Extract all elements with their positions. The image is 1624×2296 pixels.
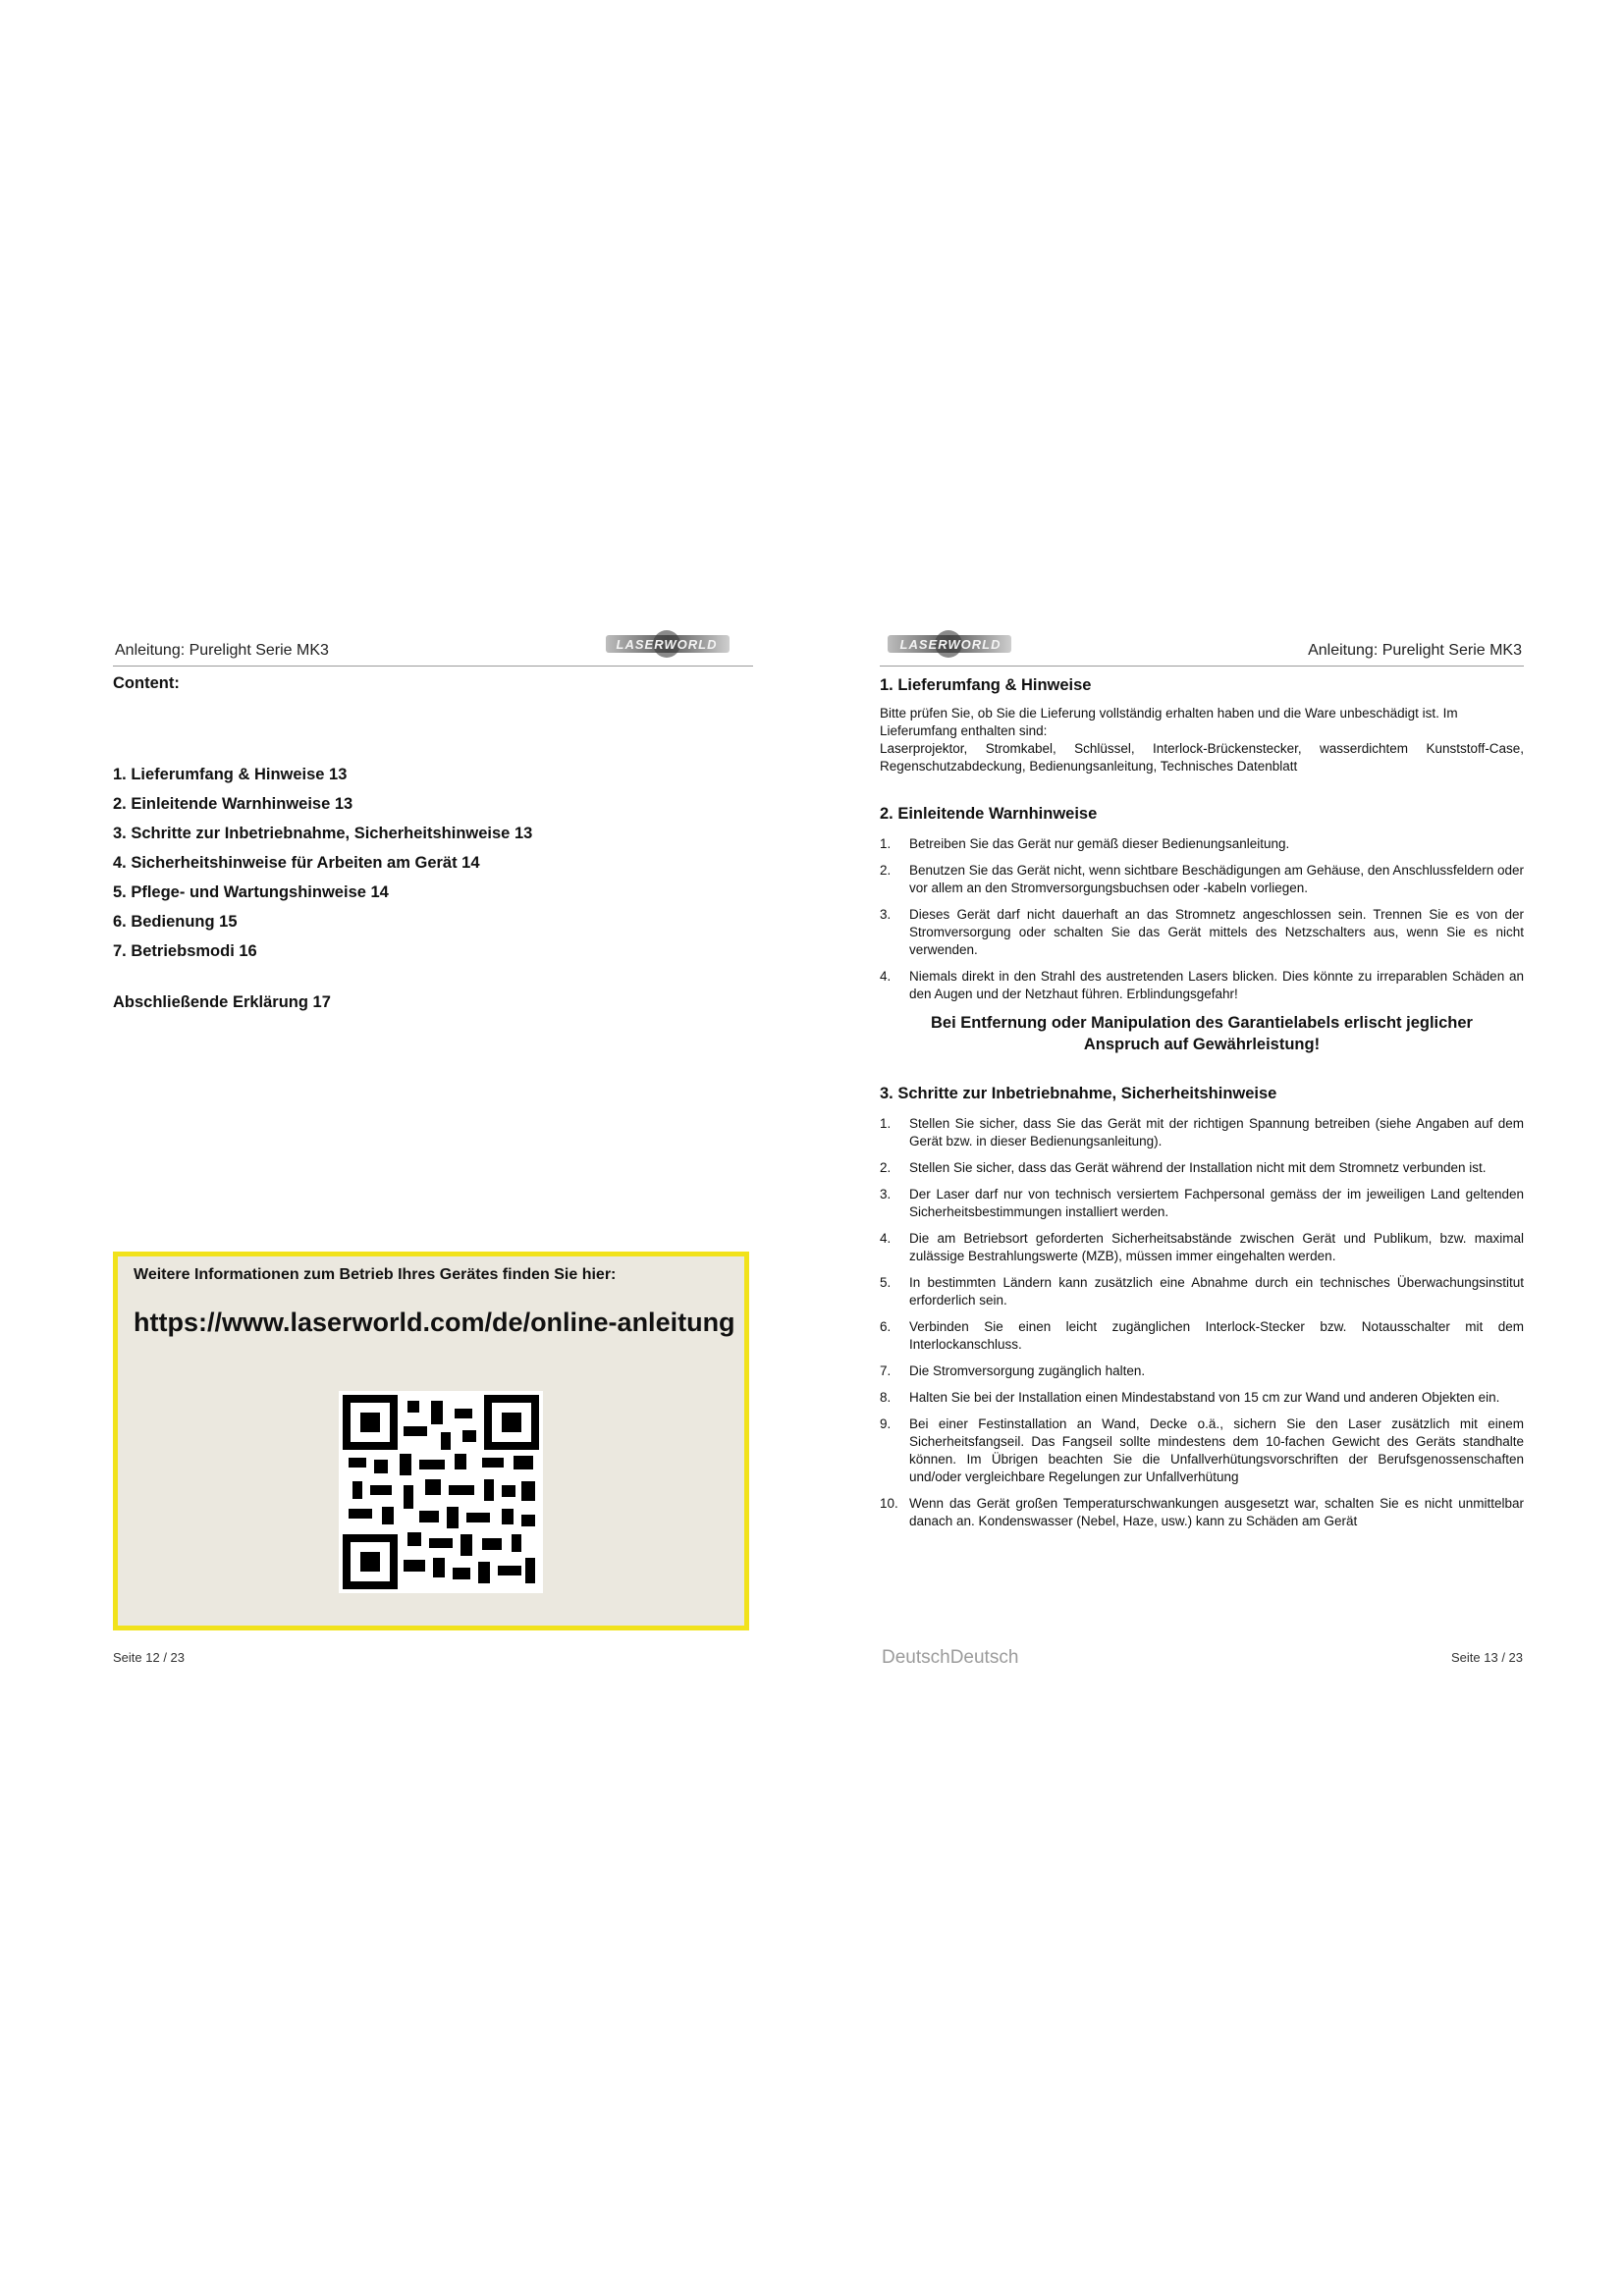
left-page <box>113 628 753 1012</box>
qr-code-icon[interactable] <box>339 1391 543 1593</box>
online-manual-box <box>113 1252 749 1630</box>
list-item: 4. Niemals direkt in den Strahl des austretenden Lasers blicken. Dies könnte zu irreparablen Schäden an den Augen und der Netzhaut führen. Erblindungsgefahr! <box>880 969 1524 1001</box>
page-number-left: Seite 12 / 23 <box>113 1650 185 1665</box>
list-item: 7. Die Stromversorgung zugänglich halten. <box>880 1363 1146 1378</box>
list-item: 2. Stellen Sie sicher, dass das Gerät während der Installation nicht mit dem Stromnetz verbunden ist. <box>880 1160 1487 1175</box>
laserworld-logo <box>598 625 735 663</box>
list-item: 10. Wenn das Gerät großen Temperaturschwankungen ausgesetzt war, schalten Sie es nicht unmittelbar danach an. Kondenswasser (Nebel, Haze, usw.) kann zu Schäden am Gerät <box>880 1496 1524 1528</box>
table-of-contents <box>113 760 753 966</box>
toc-item[interactable]: 5. Pflege- und Wartungshinweise 14 <box>113 883 389 901</box>
logo-text: LASERWORLD <box>899 637 1001 652</box>
paragraph: Bitte prüfen Sie, ob Sie die Lieferung vollständig erhalten haben und die Ware unbeschädigt ist. Im Lieferumfang enthalten sind: <box>880 706 1458 738</box>
toc-item[interactable]: 6. Bedienung 15 <box>113 913 238 931</box>
logo-text: LASERWORLD <box>616 637 718 652</box>
list-item: 2. Benutzen Sie das Gerät nicht, wenn sichtbare Beschädigungen am Gehäuse, den Anschlussfeldern oder vor allem an den Stromversorgungsbuchsen oder -kabeln vorliegen. <box>880 863 1524 895</box>
list-item: 8. Halten Sie bei der Installation einen Mindestabstand von 15 cm zur Wand und anderen Objekten ein. <box>880 1390 1500 1405</box>
setup-list <box>880 1115 1524 1530</box>
toc-label: Content: <box>113 674 180 692</box>
page-number-right: Seite 13 / 23 <box>1451 1650 1523 1665</box>
paragraph: Laserprojektor, Stromkabel, Schlüssel, Interlock-Brückenstecker, wasserdichtem Kunststoff-Case, Regenschutzabdeckung, Bedienungsanleitung, Technisches Datenblatt <box>880 741 1524 774</box>
toc-item[interactable]: 3. Schritte zur Inbetriebnahme, Sicherheitshinweise 13 <box>113 825 533 842</box>
page-header <box>113 628 753 667</box>
laserworld-logo <box>882 625 1019 663</box>
list-item: 4. Die am Betriebsort geforderten Sicherheitsabstände zwischen Gerät und Publikum, bzw. maximal zulässige Bestrahlungswerte (MZB), müssen immer eingehalten werden. <box>880 1231 1524 1263</box>
page-header <box>880 628 1524 667</box>
header-title: Anleitung: Purelight Serie MK3 <box>115 642 329 659</box>
list-item: 6. Verbinden Sie einen leicht zugänglichen Interlock-Stecker bzw. Notausschalter mit dem Interlockanschluss. <box>880 1319 1524 1352</box>
footer-language: DeutschDeutsch <box>882 1647 1019 1668</box>
section-title: 3. Schritte zur Inbetriebnahme, Sicherheitshinweise <box>880 1085 1277 1102</box>
list-item: 1. Stellen Sie sicher, dass Sie das Gerät mit der richtigen Spannung betreiben (siehe Angaben auf dem Gerät bzw. in dieser Bedienungsanleitung). <box>880 1116 1524 1148</box>
toc-item-final[interactable]: Abschließende Erklärung 17 <box>113 993 331 1011</box>
warning-list <box>880 835 1524 1003</box>
toc-item[interactable]: 1. Lieferumfang & Hinweise 13 <box>113 766 348 783</box>
list-item: 3. Dieses Gerät darf nicht dauerhaft an das Stromnetz angeschlossen sein. Trennen Sie es von der Stromversorgung oder schalten Sie das Gerät mittels des Netzschalters aus, wenn Sie es nicht verwenden. <box>880 907 1524 957</box>
section-title: 1. Lieferumfang & Hinweise <box>880 676 1092 694</box>
info-text: Weitere Informationen zum Betrieb Ihres Gerätes finden Sie hier: <box>134 1266 617 1283</box>
right-page <box>880 628 1524 1539</box>
warranty-warning: Bei Entfernung oder Manipulation des Garantielabels erlischt jeglicher Anspruch auf Gewährleistung! <box>931 1014 1473 1053</box>
list-item: 1. Betreiben Sie das Gerät nur gemäß dieser Bedienungsanleitung. <box>880 836 1290 851</box>
toc-item[interactable]: 7. Betriebsmodi 16 <box>113 942 257 960</box>
section-title: 2. Einleitende Warnhinweise <box>880 805 1098 823</box>
header-title: Anleitung: Purelight Serie MK3 <box>1308 642 1522 659</box>
list-item: 9. Bei einer Festinstallation an Wand, Decke o.ä., sichern Sie den Laser zusätzlich mit einem Sicherheitsfangseil. Das Fangseil sollte mindestens dem 10-fachen Gewicht des Geräts standhalte können. Im Übrigen beachten Sie die Unfallverhütungsvorschriften der Berufsgenossenschaften und/oder vergleichbare Regelungen zur Unfallverhütung <box>880 1416 1524 1484</box>
manual-url-link[interactable]: https://www.laserworld.com/de/online-anleitung <box>134 1308 735 1337</box>
list-item: 5. In bestimmten Ländern kann zusätzlich eine Abnahme durch ein technisches Überwachungsinstitut erforderlich sein. <box>880 1275 1524 1308</box>
list-item: 3. Der Laser darf nur von technisch versiertem Fachpersonal gemäss der im jeweiligen Land geltenden Sicherheitsbestimmungen installiert werden. <box>880 1187 1524 1219</box>
toc-item[interactable]: 4. Sicherheitshinweise für Arbeiten am Gerät 14 <box>113 854 480 872</box>
toc-item[interactable]: 2. Einleitende Warnhinweise 13 <box>113 795 353 813</box>
